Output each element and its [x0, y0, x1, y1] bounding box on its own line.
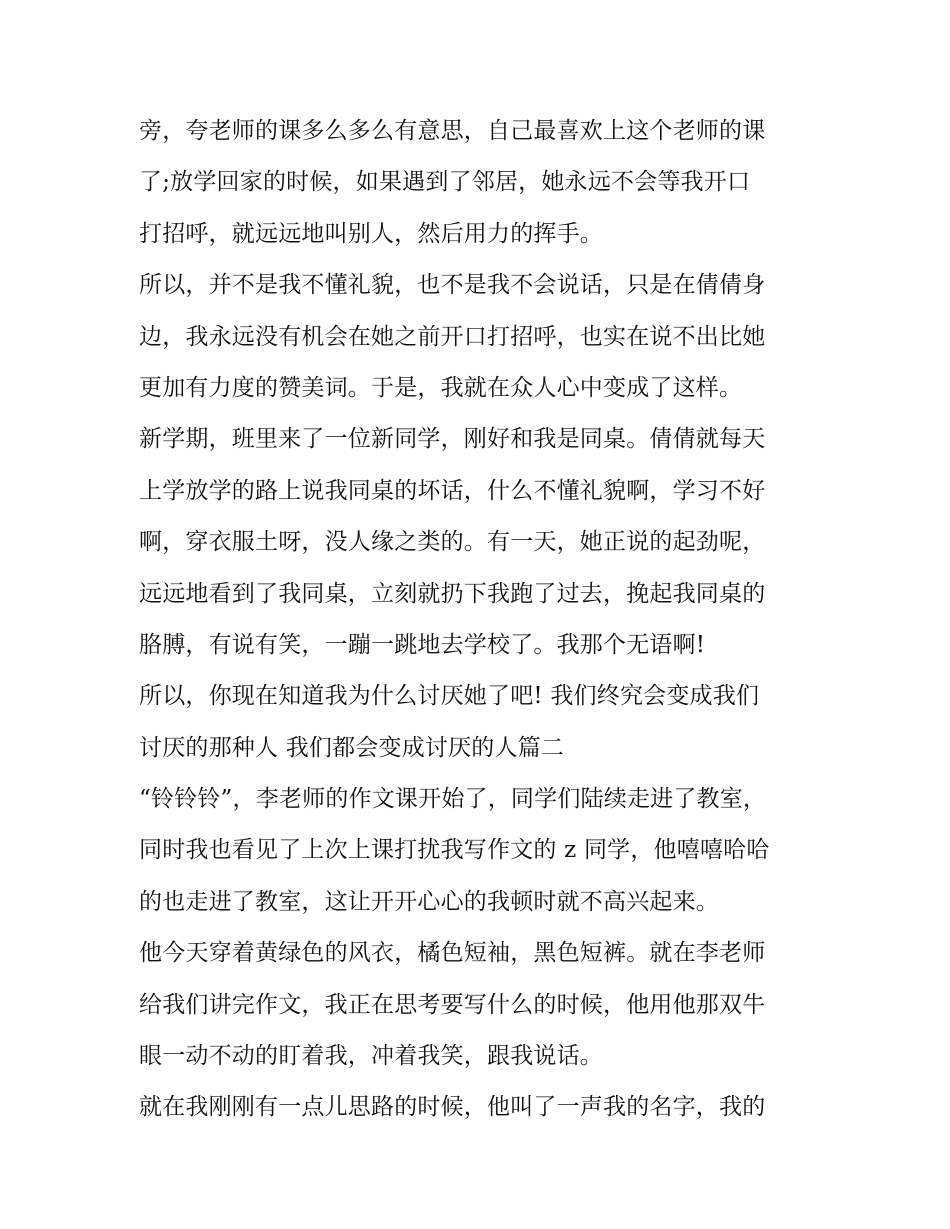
text-line: 眼一动不动的盯着我，冲着我笑，跟我说话。 — [139, 1043, 603, 1070]
text-line: 上学放学的路上说我同桌的坏话，什么不懂礼貌啊，学习不好 — [139, 477, 766, 504]
text-line: 同时我也看见了上次上课打扰我写作文的 z 同学，他嘻嘻哈哈 — [139, 837, 770, 864]
text-line: 啊，穿衣服土呀，没人缘之类的。有一天，她正说的起劲呢， — [139, 529, 766, 556]
text-line: 就在我刚刚有一点儿思路的时候，他叫了一声我的名字，我的 — [139, 1094, 766, 1121]
text-line: “铃铃铃”，李老师的作文课开始了，同学们陆续走进了教室， — [139, 786, 767, 813]
text-line: 的也走进了教室，这让开开心心的我顿时就不高兴起来。 — [139, 888, 719, 915]
text-line: 远远地看到了我同桌，立刻就扔下我跑了过去，挽起我同桌的 — [139, 580, 766, 607]
text-line: 新学期，班里来了一位新同学，刚好和我是同桌。倩倩就每天 — [139, 426, 766, 453]
text-line: 给我们讲完作文，我正在思考要写什么的时候，他用他那双牛 — [139, 991, 766, 1018]
text-line: 旁，夸老师的课多么多么有意思，自己最喜欢上这个老师的课 — [139, 118, 766, 144]
text-line: 胳膊，有说有笑，一蹦一跳地去学校了。我那个无语啊! — [139, 631, 706, 658]
text-line: 讨厌的那种人 我们都会变成讨厌的人篇二 — [139, 734, 565, 761]
text-line: 更加有力度的赞美词。于是，我就在众人心中变成了这样。 — [139, 374, 743, 401]
body-text — [139, 106, 819, 1134]
text-line: 了;放学回家的时候，如果遇到了邻居，她永远不会等我开口 — [139, 169, 751, 196]
text-line: 边，我永远没有机会在她之前开口打招呼，也实在说不出比她 — [139, 323, 766, 350]
text-line: 他今天穿着黄绿色的风衣，橘色短袖，黑色短裤。就在李老师 — [139, 940, 766, 967]
text-line: 所以，你现在知道我为什么讨厌她了吧! 我们终究会变成我们 — [139, 683, 760, 710]
text-line: 打招呼，就远远地叫别人，然后用力的挥手。 — [139, 220, 603, 247]
text-line: 所以，并不是我不懂礼貌，也不是我不会说话，只是在倩倩身 — [139, 272, 766, 299]
